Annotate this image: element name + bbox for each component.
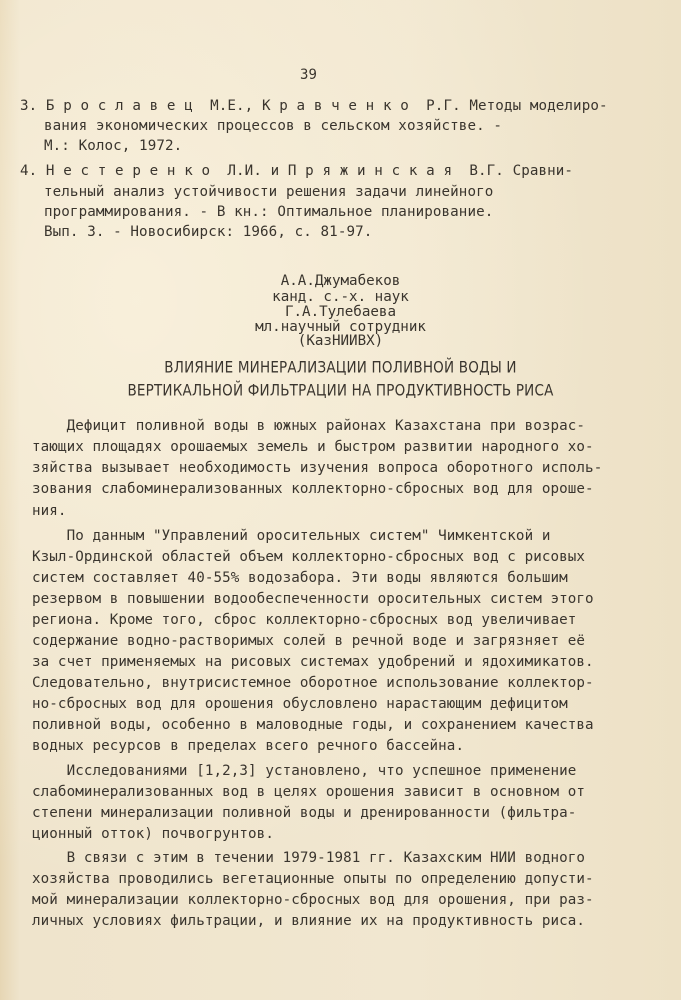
author-2-title: мл.научный сотрудник — [255, 319, 426, 335]
body-line-17: Исследованиями [1,2,3] установлено, что успешное применение — [32, 763, 577, 779]
body-line-4: зования слабоминерализованных коллекторно-сбросных вод для ороше- — [32, 481, 594, 497]
reference-3-line-3: М.: Колос, 1972. — [44, 138, 183, 154]
body-line-19: степени минерализации поливной воды и дренированности (фильтра- — [32, 805, 577, 821]
institute: (КазНИИВХ) — [297, 333, 384, 349]
reference-4-line-1: 4. Н е с т е р е н к о Л.И. и П р я ж и н с к а я В.Г. Сравни- — [20, 163, 574, 179]
page-number: 39 — [300, 67, 318, 83]
body-line-11: содержание водно-растворимых солей в речной воде и загрязняет её — [32, 633, 586, 649]
body-line-21: В связи с этим в течении 1979-1981 гг. Казахским НИИ водного — [32, 850, 586, 866]
body-line-10: региона. Кроме того, сброс коллекторно-сбросных вод увеличивает — [32, 612, 577, 628]
author-2-name: Г.А.Тулебаева — [284, 304, 397, 320]
author-1-name: А.А.Джумабеков — [280, 273, 401, 289]
body-line-16: водных ресурсов в пределах всего речного бассейна. — [32, 738, 465, 754]
article-title-line-2: ВЕРТИКАЛЬНОЙ ФИЛЬТРАЦИИ НА ПРОДУКТИВНОСТЬ РИСА — [127, 381, 554, 401]
body-line-9: резервом в повышении водообеспеченности оросительных систем этого — [32, 591, 594, 607]
body-line-22: хозяйства проводились вегетационные опыты по определению допусти- — [32, 871, 594, 887]
reference-3-line-2: вания экономических процессов в сельском хозяйстве. - — [44, 118, 503, 134]
article-title-line-1: ВЛИЯНИЕ МИНЕРАЛИЗАЦИИ ПОЛИВНОЙ ВОДЫ И — [164, 358, 517, 378]
reference-4-line-2: тельный анализ устойчивости решения задачи линейного — [44, 184, 494, 200]
body-line-12: за счет применяемых на рисовых системах удобрений и ядохимикатов. — [32, 654, 594, 670]
body-line-3: зяйства вызывает необходимость изучения вопроса оборотного исполь- — [32, 460, 603, 476]
body-line-8: систем составляет 40-55% водозабора. Эти воды являются большим — [32, 570, 568, 586]
body-line-1: Дефицит поливной воды в южных районах Казахстана при возрас- — [32, 418, 586, 434]
reference-3-line-1: 3. Б р о с л а в е ц М.Е., К р а в ч е н к о Р.Г. Методы моделиро- — [20, 98, 608, 114]
reference-4-line-4: Вып. 3. - Новосибирск: 1966, с. 81-97. — [44, 224, 373, 240]
body-line-24: личных условиях фильтрации, и влияние их на продуктивность риса. — [32, 913, 586, 929]
body-line-15: поливной воды, особенно в маловодные годы, и сохранением качества — [32, 717, 594, 733]
body-line-14: но-сбросных вод для орошения обусловлено нарастающим дефицитом — [32, 696, 568, 712]
body-line-23: мой минерализации коллекторно-сбросных вод для орошения, при раз- — [32, 892, 594, 908]
body-line-13: Следовательно, внутрисистемное оборотное использование коллектор- — [32, 675, 594, 691]
reference-4-line-3: программирования. - В кн.: Оптимальное планирование. — [44, 204, 494, 220]
body-line-20: ционный отток) почвогрунтов. — [32, 826, 274, 842]
body-line-6: По данным "Управлений оросительных систем" Чимкентской и — [32, 528, 551, 544]
body-line-2: тающих площадях орошаемых земель и быстром развитии народного хо- — [32, 439, 594, 455]
body-line-5: ния. — [32, 503, 67, 519]
body-line-18: слабоминерализованных вод в целях орошения зависит в основном от — [32, 784, 586, 800]
author-1-title: канд. с.-х. наук — [272, 289, 409, 305]
body-line-7: Кзыл-Ординской областей объем коллекторно-сбросных вод с рисовых — [32, 549, 586, 565]
